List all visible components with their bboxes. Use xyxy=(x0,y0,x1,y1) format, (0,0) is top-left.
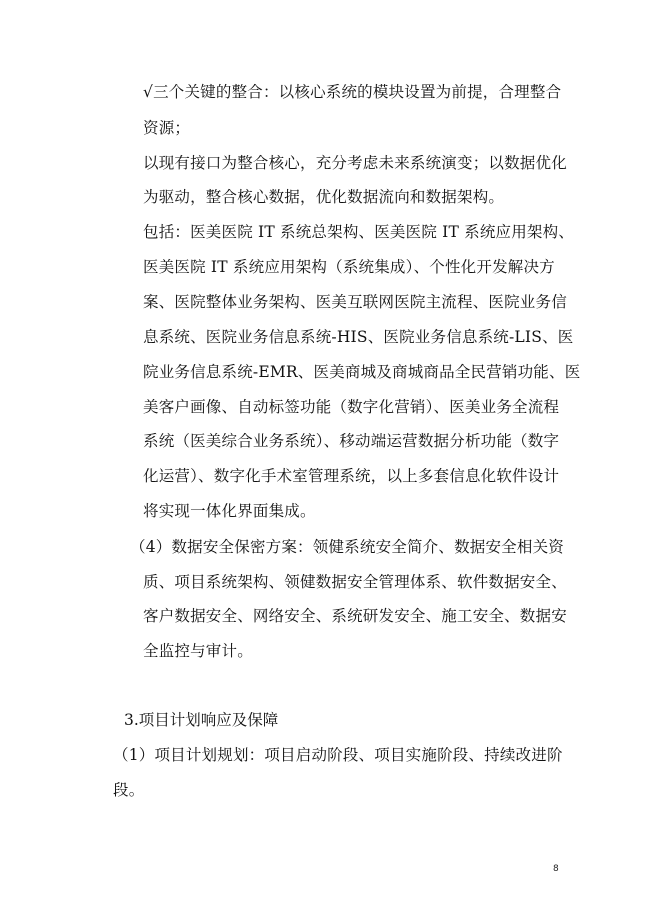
text-line: 质、项目系统架构、领健数据安全管理体系、软件数据安全、 xyxy=(143,573,567,591)
text-line: 化运营）、数字化手术室管理系统，以上多套信息化软件设计 xyxy=(143,467,560,485)
text-line: 段。 xyxy=(113,781,145,799)
text-line: 客户数据安全、网络安全、系统研发安全、施工安全、数据安 xyxy=(143,607,567,625)
text-line: （4）数据安全保密方案：领健系统安全简介、数据安全相关资 xyxy=(130,538,564,556)
text-line: 全监控与审计。 xyxy=(143,642,253,660)
text-line: √三个关键的整合：以核心系统的模块设置为前提，合理整合 xyxy=(143,83,562,101)
text-line: （1）项目计划规划：项目启动阶段、项目实施阶段、持续改进阶 xyxy=(113,746,563,764)
text-line: 将实现一体化界面集成。 xyxy=(143,502,316,520)
text-line: 系统（医美综合业务系统）、移动端运营数据分析功能（数字 xyxy=(143,432,560,450)
text-line: 息系统、医院业务信息系统-HIS、医院业务信息系统-LIS、医 xyxy=(143,328,574,346)
text-line: 案、医院整体业务架构、医美互联网医院主流程、医院业务信 xyxy=(143,293,567,311)
text-line: 医美医院 IT 系统应用架构（系统集成）、个性化开发解决方 xyxy=(143,258,555,276)
text-line: 美客户画像、自动标签功能（数字化营销）、医美业务全流程 xyxy=(143,398,560,416)
text-line: 包括：医美医院 IT 系统总架构、医美医院 IT 系统应用架构、 xyxy=(143,223,575,241)
text-line: 院业务信息系统-EMR、医美商城及商城商品全民营销功能、医 xyxy=(143,363,581,381)
text-line: 资源； xyxy=(143,119,191,137)
section-heading: 3.项目计划响应及保障 xyxy=(124,711,279,729)
text-line: 为驱动，整合核心数据，优化数据流向和数据架构。 xyxy=(143,188,505,206)
text-line: 以现有接口为整合核心，充分考虑未来系统演变；以数据优化 xyxy=(143,154,567,172)
page-number: 8 xyxy=(553,864,559,874)
